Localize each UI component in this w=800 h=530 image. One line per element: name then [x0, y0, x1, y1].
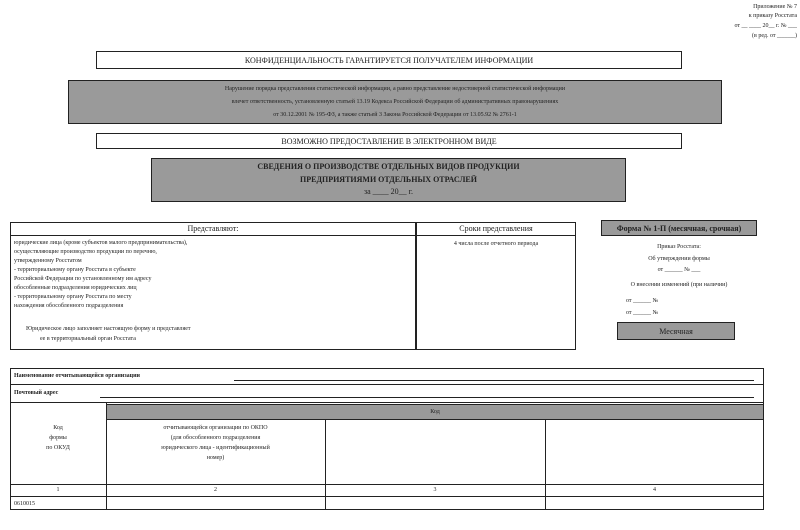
order-ref-2: Об утверждении формы — [648, 256, 710, 262]
periodicity-badge — [617, 322, 735, 340]
presenters-line-6: обособленные подразделения юридических лиц — [14, 285, 137, 291]
respondent-name-label: Наименование отчитывающейся организации — [14, 373, 141, 379]
col-number-1: 1 — [56, 487, 60, 493]
okpo-label-1: отчитывающейся организации по ОКПО — [163, 425, 268, 431]
presenters-note-line-1: Юридическое лицо заполняет настоящую форму и представляет — [26, 326, 191, 332]
form-title-box — [151, 158, 626, 202]
order-ref-1: Приказ Росстата: — [657, 244, 701, 250]
presenters-line-2: осуществляющие производство продукции по перечню, — [14, 249, 157, 255]
presenters-line-3: утвержденному Росстатом — [14, 258, 82, 264]
code-header-cell — [106, 404, 764, 420]
deadline-header: Сроки представления — [459, 224, 533, 233]
code-header: Код — [430, 409, 440, 415]
presenters-line-7: - территориальному органу Росстата по месту — [14, 294, 132, 300]
order-label: к приказу Росстата — [748, 13, 797, 19]
order-ref-3: от ______ № ___ — [657, 267, 701, 273]
electronic-submission-text: ВОЗМОЖНО ПРЕДОСТАВЛЕНИЕ В ЭЛЕКТРОННОМ ВИДЕ — [281, 137, 497, 146]
row-divider-3 — [10, 484, 764, 485]
confidentiality-banner — [96, 51, 682, 69]
form-title-line-1: СВЕДЕНИЯ О ПРОИЗВОДСТВЕ ОТДЕЛЬНЫХ ВИДОВ ПРОДУКЦИИ — [257, 162, 520, 171]
presenters-line-4: - территориальному органу Росстата в субъекте — [14, 267, 136, 273]
order-ref-4: О внесении изменений (при наличии) — [630, 282, 728, 288]
liability-line-1: Нарушение порядка представления статистической информации, а равно представление недостоверной статистической информации — [224, 86, 566, 92]
periodicity-label: Месячная — [659, 327, 693, 336]
order-date-label: от __ ____ 20__ г. № ___ — [734, 23, 797, 29]
confidentiality-text: КОНФИДЕНЦИАЛЬНОСТЬ ГАРАНТИРУЕТСЯ ПОЛУЧАТЕЛЕМ ИНФОРМАЦИИ — [244, 56, 534, 65]
postal-address-underline — [100, 397, 754, 398]
okpo-label-2: (для обособленного подразделения — [170, 435, 261, 441]
liability-line-2: влечет ответственность, установленную статьей 13.19 Кодекса Российской Федерации об административных правонарушениях — [231, 99, 559, 105]
order-ref-5: от ______ № — [626, 298, 659, 304]
order-edition-label: (в ред. от ______) — [751, 33, 797, 39]
liability-notice — [68, 80, 722, 124]
presenters-line-5: Российской Федерации по установленному им адресу — [14, 276, 152, 282]
order-ref-6: от ______ № — [626, 310, 659, 316]
form-code-label: Форма № 1-П (месячная, срочная) — [616, 224, 742, 233]
row-divider-4 — [10, 496, 764, 497]
okud-label-3: по ОКУД — [46, 445, 70, 451]
col-number-4: 4 — [653, 487, 656, 493]
col-number-3: 3 — [433, 487, 437, 493]
form-title-line-2: ПРЕДПРИЯТИЯМИ ОТДЕЛЬНЫХ ОТРАСЛЕЙ — [300, 175, 477, 184]
respondent-name-underline — [234, 380, 754, 381]
form-title-period: за ____ 20__ г. — [363, 187, 414, 196]
presenters-line-1: юридические лица (кроме субъектов малого предпринимательства), — [14, 240, 188, 246]
postal-address-label: Почтовый адрес — [14, 390, 59, 396]
presenters-header-divider — [10, 235, 576, 236]
deadline-value: 4 числа после отчетного периода — [453, 241, 539, 247]
appendix-label: Приложение № 7 — [753, 4, 797, 10]
presenters-header: Представляют: — [187, 224, 239, 233]
okpo-label-3: юридического лица - идентификационный — [161, 445, 270, 451]
form-code-badge — [601, 220, 757, 236]
okpo-label-4: номер) — [206, 455, 225, 461]
presenters-line-8: нахождения обособленного подразделения — [14, 303, 124, 309]
col-number-2: 2 — [214, 487, 217, 493]
row-divider-1 — [10, 384, 764, 385]
presenters-note-line-2: ее в территориальный орган Росстата — [40, 336, 136, 342]
okud-code-value: 0610015 — [14, 501, 35, 507]
liability-line-3: от 30.12.2001 № 195-ФЗ, а также статьей 3 Закона Российской Федерации от 13.05.92 № 2761-1 — [273, 112, 517, 118]
row-divider-2 — [10, 402, 764, 403]
okud-label-1: Код — [53, 425, 63, 431]
okud-label-2: формы — [49, 435, 67, 441]
electronic-submission-banner — [96, 133, 682, 149]
